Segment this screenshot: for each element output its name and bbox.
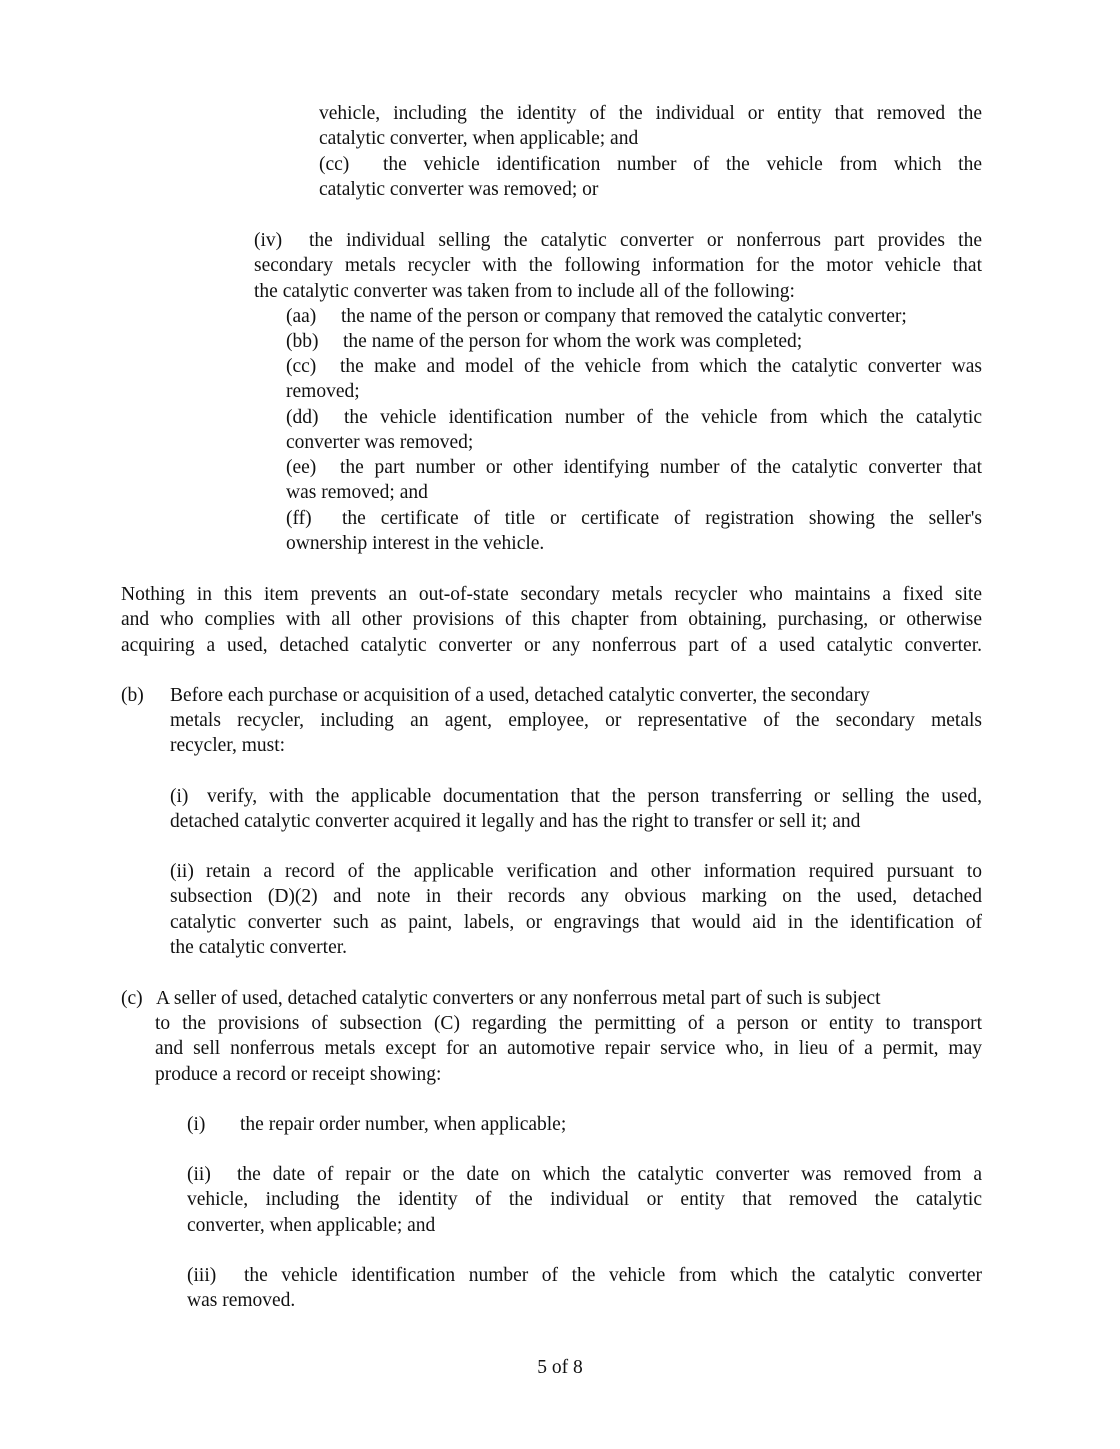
section-c-item-ii — [187, 1162, 982, 1238]
subitem-label: (aa) — [286, 306, 317, 327]
subitem-text: the vehicle identification number of the vehicle from which the catalytic — [344, 407, 982, 428]
text-line — [187, 1112, 982, 1137]
section-label: (b) — [121, 685, 144, 706]
section-text: Before each purchase or acquisition of a used, detached catalytic converter, the secondary — [170, 685, 870, 706]
text-line: ownership interest in the vehicle. — [286, 533, 545, 555]
text-line: the catalytic converter was taken from to include all of the following: — [254, 280, 795, 302]
text-line: the catalytic converter. — [170, 936, 348, 958]
subitem-cc — [319, 152, 982, 203]
item-label: (i) — [170, 786, 189, 807]
text-line: metals recycler, including an agent, employee, or representative of the secondary metals — [170, 710, 982, 731]
text-line: recycler, must: — [170, 735, 286, 757]
subitem-label: (ff) — [286, 508, 312, 529]
text-line: Nothing in this item prevents an out-of-state secondary metals recycler who maintains a fixed site — [121, 584, 982, 605]
item-label: (iv) — [254, 230, 283, 251]
continued-subitem-bb — [319, 101, 982, 152]
subitem-text: the make and model of the vehicle from which the catalytic converter was — [340, 356, 982, 377]
section-c-continued — [155, 1011, 982, 1087]
item-label: (ii) — [187, 1164, 211, 1185]
text-line — [121, 986, 982, 1011]
text-line: catalytic converter such as paint, labels, or engravings that would aid in the identification of — [170, 911, 982, 933]
text-line: was removed. — [187, 1290, 296, 1312]
subitem-text: the name of the person or company that removed the catalytic converter; — [341, 306, 907, 327]
subitem-dd — [286, 405, 982, 456]
section-c-item-i — [187, 1112, 982, 1137]
item-text: the date of repair or the date on which the catalytic converter was removed from a — [237, 1164, 982, 1185]
section-c — [121, 986, 982, 1011]
text-line: converter, when applicable; and — [187, 1214, 436, 1236]
item-label: (ii) — [170, 861, 194, 882]
text-line — [286, 329, 982, 354]
subitem-label: (cc) — [319, 154, 350, 175]
text-line — [286, 405, 982, 430]
text-line — [170, 784, 982, 809]
section-c-item-iii — [187, 1263, 982, 1314]
subitem-aa — [286, 304, 982, 329]
text-line — [286, 304, 982, 329]
subitem-text: the certificate of title or certificate of registration showing the seller's — [342, 508, 982, 529]
text-line — [121, 683, 982, 708]
text-line: detached catalytic converter acquired it legally and has the right to transfer or sell it; and — [170, 811, 861, 833]
subitem-text: the vehicle identification number of the vehicle from which the — [383, 154, 982, 175]
item-label: (iii) — [187, 1265, 217, 1286]
text-line — [187, 1162, 982, 1187]
subitem-label: (ee) — [286, 457, 317, 478]
subitem-text: the name of the person for whom the work was completed; — [343, 331, 803, 352]
item-text: the vehicle identification number of the vehicle from which the catalytic converter — [244, 1265, 982, 1286]
subitem-label: (bb) — [286, 331, 319, 352]
section-label: (c) — [121, 988, 143, 1009]
text-line — [254, 228, 982, 253]
subitem-label: (cc) — [286, 356, 317, 377]
text-line: catalytic converter, when applicable; and — [319, 128, 639, 150]
text-line: secondary metals recycler with the following information for the motor vehicle that — [254, 255, 982, 277]
subitem-ff — [286, 506, 982, 557]
section-b-item-ii — [170, 859, 982, 960]
text-line: converter was removed; — [286, 432, 474, 454]
text-line: acquiring a used, detached catalytic converter or any nonferrous part of a used catalytic converter. — [121, 634, 982, 656]
text-line — [286, 455, 982, 480]
item-text: the individual selling the catalytic converter or nonferrous part provides the — [309, 230, 982, 251]
page-number: 5 of 8 — [537, 1357, 583, 1378]
section-b-continued — [170, 708, 982, 759]
text-line — [286, 506, 982, 531]
section-b-item-i — [170, 784, 982, 835]
text-line: catalytic converter was removed; or — [319, 179, 599, 201]
subitem-label: (dd) — [286, 407, 319, 428]
item-label: (i) — [187, 1114, 206, 1135]
text-line: was removed; and — [286, 482, 428, 504]
subitem-text: the part number or other identifying number of the catalytic converter that — [340, 457, 982, 478]
subitem-bb — [286, 329, 982, 354]
subitem-cc-make-model — [286, 354, 982, 405]
text-line: produce a record or receipt showing: — [155, 1063, 442, 1085]
text-line: removed; — [286, 381, 360, 403]
nothing-paragraph — [121, 582, 982, 658]
text-line — [187, 1263, 982, 1288]
text-line — [170, 859, 982, 884]
text-line — [286, 354, 982, 379]
section-text: A seller of used, detached catalytic converters or any nonferrous metal part of such is subject — [156, 988, 881, 1009]
text-line: vehicle, including the identity of the individual or entity that removed the — [319, 103, 982, 124]
text-line — [319, 152, 982, 177]
text-line: and sell nonferrous metals except for an automotive repair service who, in lieu of a permit, may — [155, 1038, 982, 1060]
item-text: verify, with the applicable documentation that the person transferring or selling the used, — [207, 786, 982, 807]
text-line: vehicle, including the identity of the individual or entity that removed the catalytic — [187, 1189, 982, 1211]
subitem-ee — [286, 455, 982, 506]
text-line: subsection (D)(2) and note in their records any obvious marking on the used, detached — [170, 886, 982, 908]
item-text: the repair order number, when applicable; — [240, 1114, 567, 1135]
text-line: to the provisions of subsection (C) regarding the permitting of a person or entity to transport — [155, 1013, 982, 1034]
item-iv — [254, 228, 982, 304]
item-text: retain a record of the applicable verification and other information required pursuant to — [206, 861, 982, 882]
section-b — [121, 683, 982, 708]
text-line: and who complies with all other provisions of this chapter from obtaining, purchasing, or otherwise — [121, 609, 982, 631]
